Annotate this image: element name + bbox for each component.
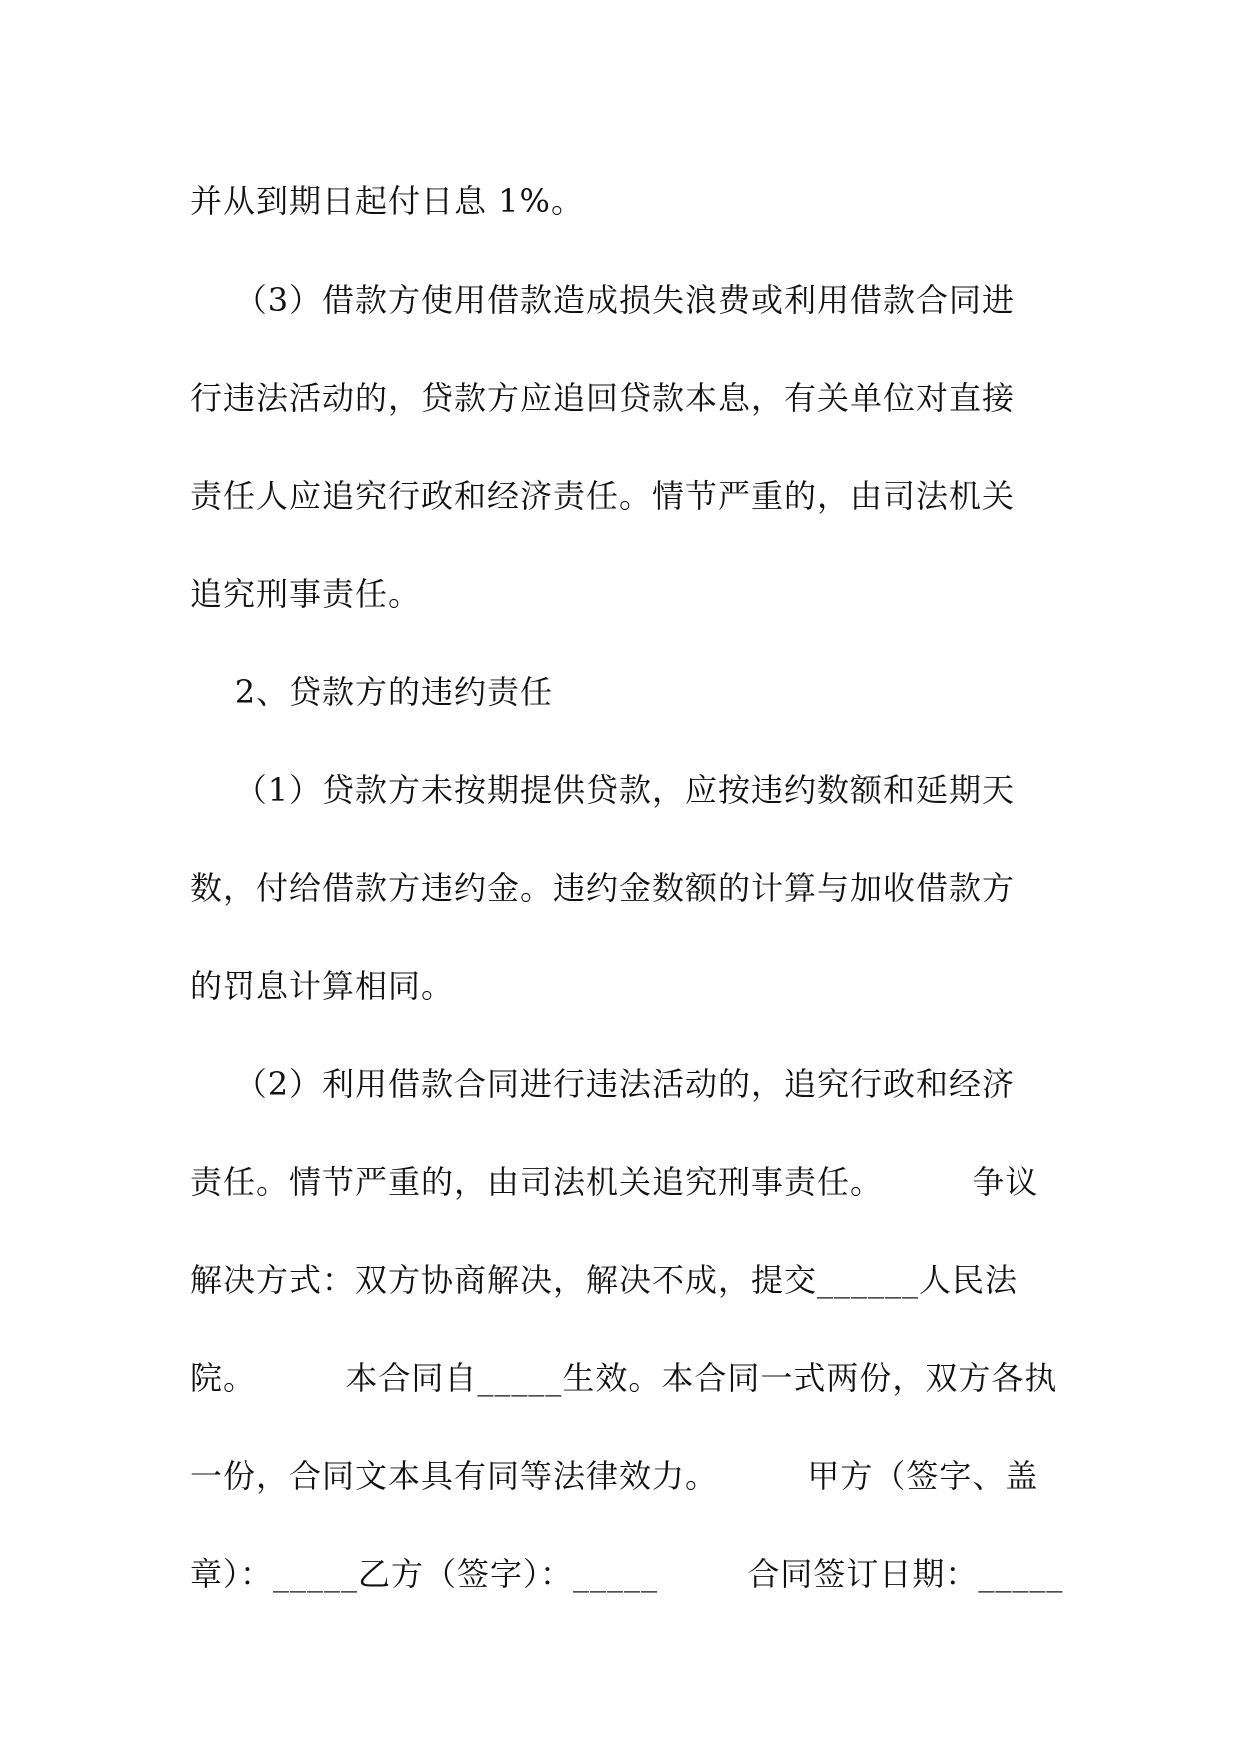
text-line-7: （1）贷款方未按期提供贷款，应按违约数额和延期天 (190, 771, 1016, 809)
signature-line: 章）：_____乙方（签字）：_____ 合同签订日期：_____ (190, 1555, 1064, 1593)
text-line-9: 的罚息计算相同。 (190, 967, 455, 1005)
text-line-13: 院。 本合同自_____生效。本合同一式两份，双方各执 (190, 1359, 1058, 1397)
text-line-3: 行违法活动的，贷款方应追回贷款本息，有关单位对直接 (190, 379, 1016, 417)
text-line-11: 责任。情节严重的，由司法机关追究刑事责任。 争议 (190, 1163, 1039, 1201)
text-line-10: （2）利用借款合同进行违法活动的，追究行政和经济 (190, 1065, 1016, 1103)
text-line-1: 并从到期日起付日息 1%。 (190, 182, 584, 220)
text-line-4: 责任人应追究行政和经济责任。情节严重的，由司法机关 (190, 477, 1016, 515)
text-line-8: 数，付给借款方违约金。违约金数额的计算与加收借款方 (190, 869, 1016, 907)
section-heading: 2、贷款方的违约责任 (190, 673, 554, 711)
text-line-12: 解决方式：双方协商解决，解决不成，提交______人民法 (190, 1261, 1019, 1299)
text-line-2: （3）借款方使用借款造成损失浪费或利用借款合同进 (190, 281, 1016, 319)
text-line-14: 一份，合同文本具有同等法律效力。 甲方（签字、盖 (190, 1457, 1039, 1495)
text-line-5: 追究刑事责任。 (190, 575, 422, 613)
